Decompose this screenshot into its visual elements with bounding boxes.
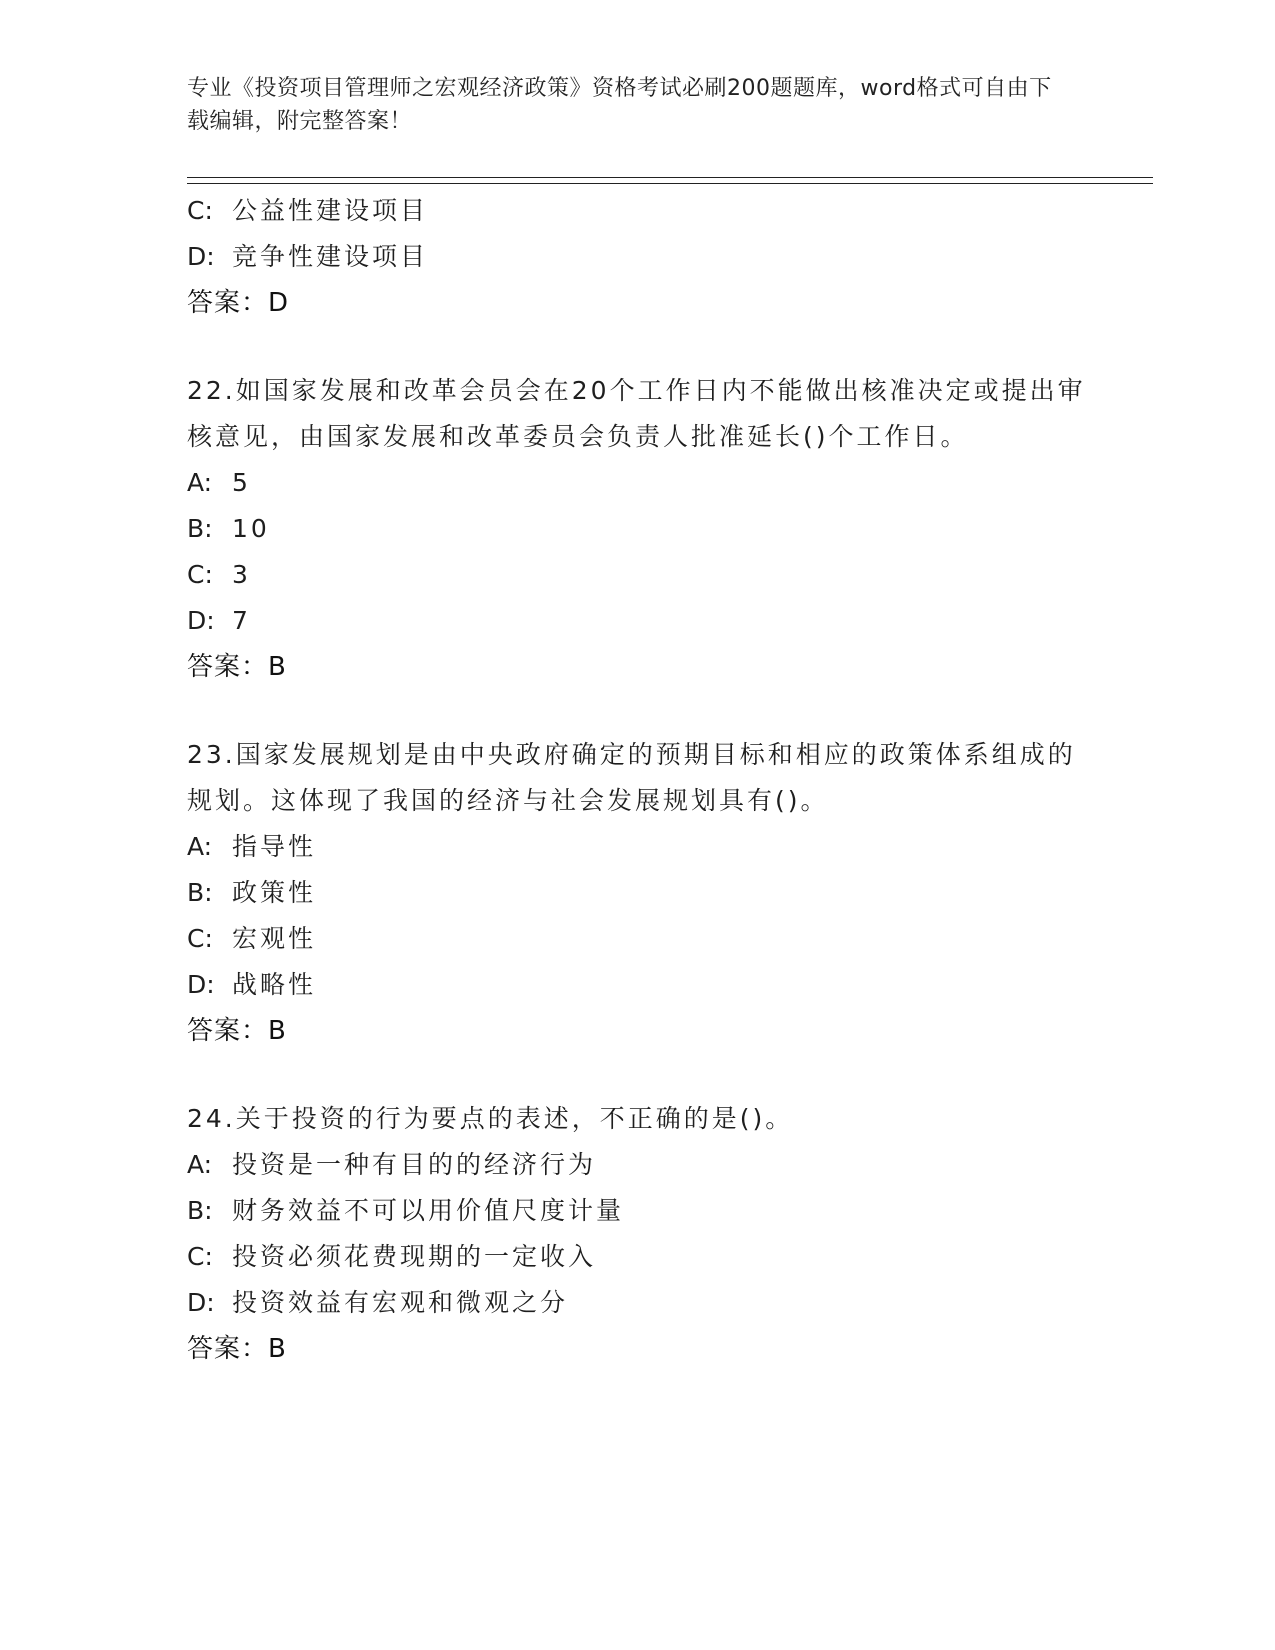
option-d: D: 投资效益有宏观和微观之分 — [187, 1288, 569, 1317]
option-c: C: 3 — [187, 560, 251, 589]
answer-line: 答案：B — [187, 652, 287, 682]
document-header: 专业《投资项目管理师之宏观经济政策》资格考试必刷200题题库，word格式可自由下载编辑，附完整答案！ — [187, 76, 1052, 134]
answer-line: 答案：D — [187, 288, 290, 318]
option-b: B: 财务效益不可以用价值尺度计量 — [187, 1196, 625, 1225]
header-rule-bottom — [187, 183, 1153, 184]
option-d: D: 竞争性建设项目 — [187, 242, 429, 271]
answer-line: 答案：B — [187, 1016, 287, 1046]
option-b: B: 10 — [187, 514, 270, 543]
answer-line: 答案：B — [187, 1334, 287, 1364]
option-d: D: 战略性 — [187, 970, 317, 999]
option-d: D: 7 — [187, 606, 251, 635]
option-c: C: 投资必须花费现期的一定收入 — [187, 1242, 597, 1271]
option-c: C: 宏观性 — [187, 924, 317, 953]
option-a: A: 5 — [187, 468, 251, 497]
question-stem: 22.如国家发展和改革会员会在20个工作日内不能做出核准决定或提出审核意见，由国家发展和改革委员会负责人批准延长()个工作日。 — [187, 376, 1086, 451]
question-content — [187, 188, 1087, 1372]
option-b: B: 政策性 — [187, 878, 317, 907]
option-c: C: 公益性建设项目 — [187, 196, 429, 225]
question-stem: 24.关于投资的行为要点的表述，不正确的是()。 — [187, 1104, 794, 1133]
option-a: A: 投资是一种有目的的经济行为 — [187, 1150, 597, 1179]
option-a: A: 指导性 — [187, 832, 317, 861]
question-stem: 23.国家发展规划是由中央政府确定的预期目标和相应的政策体系组成的规划。这体现了我国的经济与社会发展规划具有()。 — [187, 740, 1076, 815]
header-rule-top — [187, 177, 1153, 178]
